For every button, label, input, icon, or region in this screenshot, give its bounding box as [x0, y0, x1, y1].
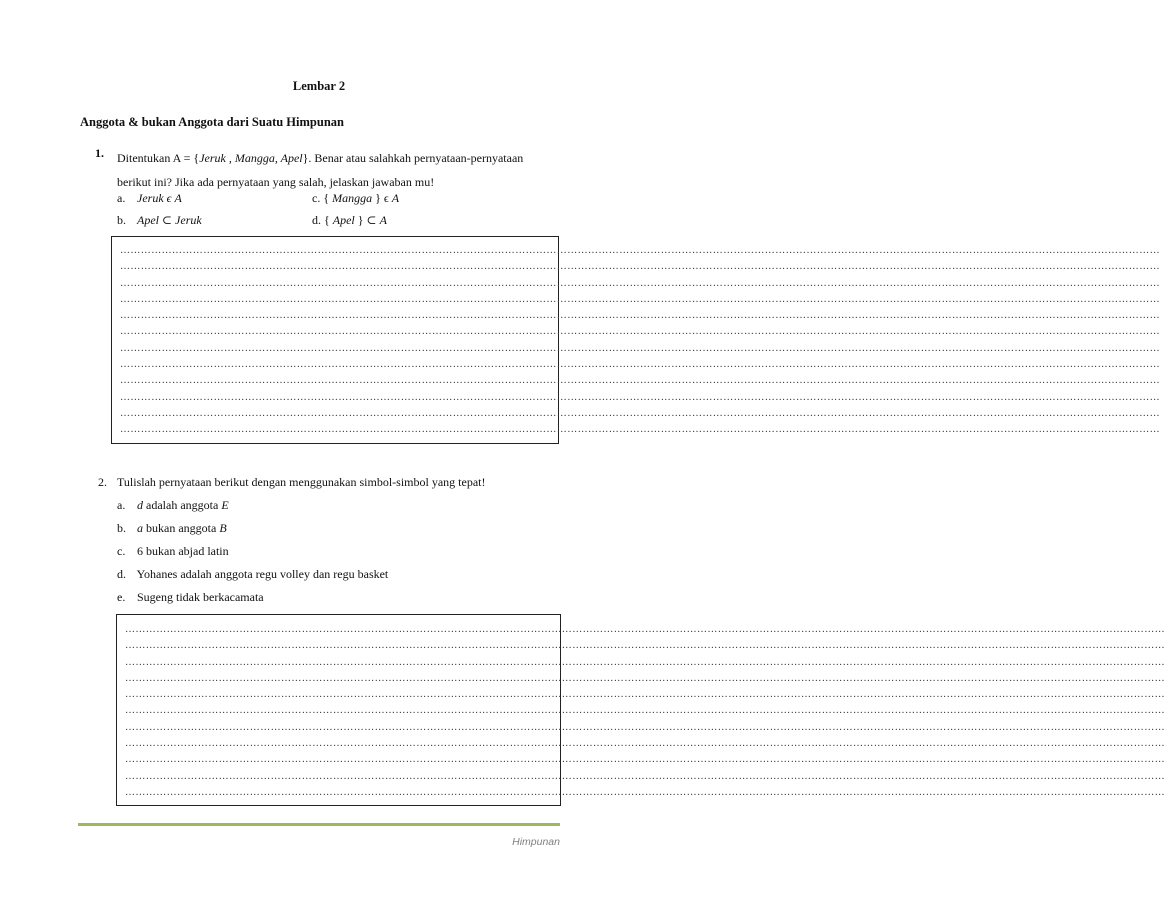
q1-text-line2: berikut ini? Jika ada pernyataan yang salah, jelaskan jawaban mu! [117, 175, 435, 189]
answer-line: ………………………………………………………………………………………………………………………………………………………………………………………………………………………………………………………………………… [120, 424, 1160, 436]
answer-line: ………………………………………………………………………………………………………………………………………………………………………………………………………………………………………………………………………… [125, 770, 1165, 782]
q1-text-part2: }. Benar atau salahkah pernyataan-pernyataan [302, 151, 524, 165]
answer-line: ………………………………………………………………………………………………………………………………………………………………………………………………………………………………………………………………………… [120, 359, 1160, 371]
q1-option-c: c. { Mangga } ϵ A [312, 191, 400, 205]
answer-line: ………………………………………………………………………………………………………………………………………………………………………………………………………………………………………………………………………… [120, 407, 1160, 419]
answer-line: ………………………………………………………………………………………………………………………………………………………………………………………………………………………………………………………………………… [120, 310, 1160, 322]
q1-text-part1: Ditentukan A = { [117, 151, 200, 165]
q1-option-b: b. Apel ⊂ Jeruk [117, 213, 202, 227]
answer-line: ………………………………………………………………………………………………………………………………………………………………………………………………………………………………………………………………………… [125, 705, 1165, 717]
answer-line: ………………………………………………………………………………………………………………………………………………………………………………………………………………………………………………………………………… [125, 640, 1165, 652]
answer-lines-2 [125, 622, 1165, 801]
answer-line: ………………………………………………………………………………………………………………………………………………………………………………………………………………………………………………………………………… [125, 689, 1165, 701]
section-title: Anggota & bukan Anggota dari Suatu Himpunan [80, 115, 344, 129]
page-title: Lembar 2 [292, 79, 346, 93]
answer-line: ………………………………………………………………………………………………………………………………………………………………………………………………………………………………………………………………………… [125, 786, 1165, 798]
answer-line: ………………………………………………………………………………………………………………………………………………………………………………………………………………………………………………………………………… [120, 261, 1160, 273]
question-1-number: 1. [95, 146, 104, 160]
answer-box-2[interactable] [116, 614, 1165, 806]
q2-item-a: a. d adalah anggota E [117, 498, 229, 512]
answer-box-1[interactable] [111, 236, 1160, 444]
q1-set-elements: Jeruk , Mangga, Apel [199, 151, 303, 165]
answer-line: ………………………………………………………………………………………………………………………………………………………………………………………………………………………………………………………………………… [125, 624, 1165, 635]
question-2-text: Tulislah pernyataan berikut dengan menggunakan simbol-simbol yang tepat! [117, 475, 486, 489]
footer-divider [78, 823, 560, 826]
footer-label: Himpunan [512, 836, 560, 848]
answer-line: ………………………………………………………………………………………………………………………………………………………………………………………………………………………………………………………………………… [125, 721, 1165, 733]
answer-line: ………………………………………………………………………………………………………………………………………………………………………………………………………………………………………………………………………… [125, 672, 1165, 684]
answer-line: ………………………………………………………………………………………………………………………………………………………………………………………………………………………………………………………………………… [125, 738, 1165, 750]
answer-line: ………………………………………………………………………………………………………………………………………………………………………………………………………………………………………………………………………… [125, 656, 1165, 668]
answer-line: ………………………………………………………………………………………………………………………………………………………………………………………………………………………………………………………………………… [120, 293, 1160, 305]
answer-line: ………………………………………………………………………………………………………………………………………………………………………………………………………………………………………………………………………… [120, 342, 1160, 354]
answer-line: ………………………………………………………………………………………………………………………………………………………………………………………………………………………………………………………………………… [120, 277, 1160, 289]
q1-option-d: d. { Apel } ⊂ A [312, 213, 387, 227]
answer-line: ………………………………………………………………………………………………………………………………………………………………………………………………………………………………………………………………………… [120, 326, 1160, 338]
answer-line: ………………………………………………………………………………………………………………………………………………………………………………………………………………………………………………………………………… [125, 754, 1165, 766]
q2-item-e: e. Sugeng tidak berkacamata [117, 590, 264, 604]
q1-option-a: a. Jeruk ϵ A [117, 191, 182, 205]
answer-line: ………………………………………………………………………………………………………………………………………………………………………………………………………………………………………………………………………… [120, 391, 1160, 403]
q2-item-b: b. a bukan anggota B [117, 521, 227, 535]
answer-line: ………………………………………………………………………………………………………………………………………………………………………………………………………………………………………………………………………… [120, 375, 1160, 387]
q2-item-c: c. 6 bukan abjad latin [117, 544, 229, 558]
question-2-number: 2. [98, 475, 107, 489]
answer-line: ………………………………………………………………………………………………………………………………………………………………………………………………………………………………………………………………………… [120, 245, 1160, 256]
question-1-text [117, 146, 567, 194]
answer-lines-1 [120, 243, 1160, 439]
q2-item-d: d. Yohanes adalah anggota regu volley dan regu basket [117, 567, 389, 581]
